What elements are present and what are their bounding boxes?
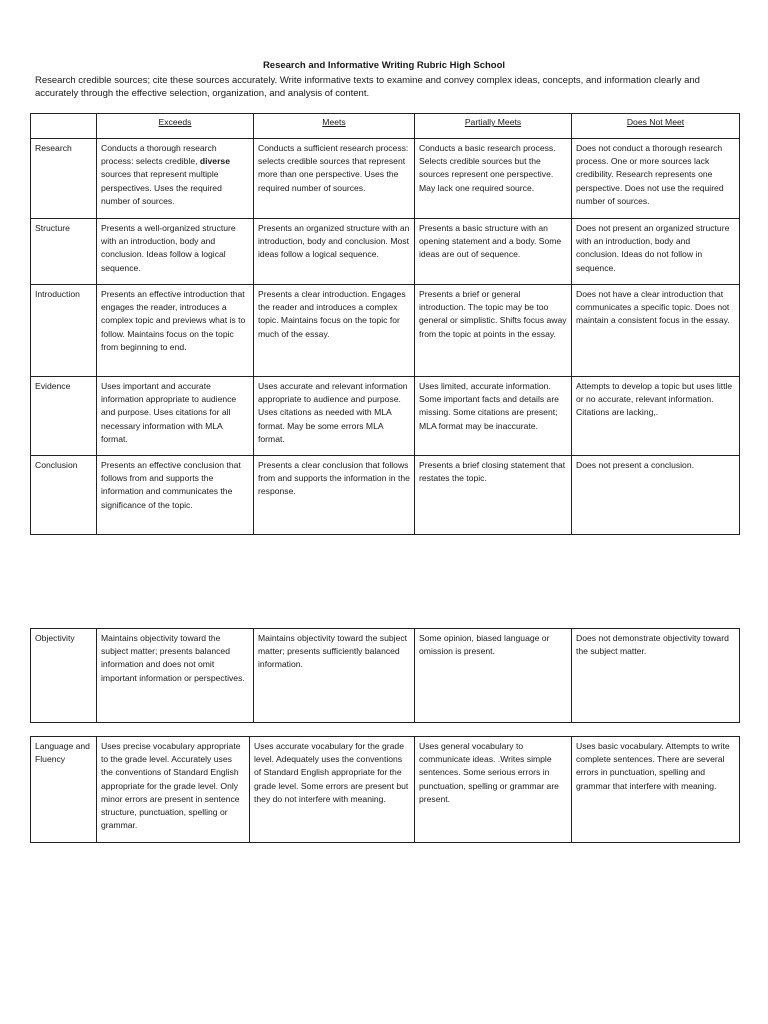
column-header-does-not-meet: Does Not Meet — [572, 114, 740, 139]
rubric-table — [30, 113, 740, 535]
table-row-research — [31, 139, 740, 219]
cell-language-does-not-meet: Uses basic vocabulary. Attempts to write complete sentences. There are several errors in punctuation, spelling and grammar that interfere with meaning. — [572, 737, 740, 843]
cell-research-exceeds — [97, 139, 254, 219]
cell-introduction-partially-meets: Presents a brief or general introduction. The topic may be too general or simplistic. Shifts focus away from the topic at points in the essay. — [415, 285, 572, 377]
cell-objectivity-exceeds: Maintains objectivity toward the subject matter; presents balanced information and does not omit important information or perspectives. — [97, 629, 254, 723]
page-title: Research and Informative Writing Rubric High School — [262, 60, 506, 71]
cell-conclusion-meets: Presents a clear conclusion that follows from and supports the information in the response. — [254, 456, 415, 535]
table-row-conclusion — [31, 456, 740, 535]
column-header-exceeds: Exceeds — [97, 114, 254, 139]
cell-introduction-exceeds: Presents an effective introduction that engages the reader, introduces a complex topic and previews what is to follow. Maintains focus on the topic from beginning to end. — [97, 285, 254, 377]
cell-structure-partially-meets: Presents a basic structure with an opening statement and a body. Some ideas are out of sequence. — [415, 219, 572, 285]
cell-introduction-meets: Presents a clear introduction. Engages the reader and introduces a complex topic. Maintains focus on the topic for much of the essay. — [254, 285, 415, 377]
cell-research-does-not-meet: Does not conduct a thorough research process. One or more sources lack credibility. Research represents one perspective. Does not use the required number of sources. — [572, 139, 740, 219]
row-label-objectivity: Objectivity — [31, 629, 97, 723]
cell-language-meets: Uses accurate vocabulary for the grade level. Adequately uses the conventions of Standard English appropriate for the grade level. Some errors are present but they do not interfere with meaning. — [250, 737, 415, 843]
header-row — [31, 114, 740, 139]
row-label-conclusion: Conclusion — [31, 456, 97, 535]
cell-objectivity-meets: Maintains objectivity toward the subject matter; presents sufficiently balanced information. — [254, 629, 415, 723]
rubric-table-language — [30, 736, 740, 843]
cell-evidence-exceeds: Uses important and accurate information appropriate to audience and purpose. Uses citations for all necessary information with MLA format. — [97, 377, 254, 456]
table-row-objectivity — [31, 629, 740, 723]
table-row-introduction — [31, 285, 740, 377]
row-label-evidence: Evidence — [31, 377, 97, 456]
cell-text: Conducts a thorough research process: selects credible, — [101, 143, 217, 167]
cell-evidence-partially-meets: Uses limited, accurate information. Some important facts and details are missing. Some citations are present; MLA format may be inaccurate. — [415, 377, 572, 456]
row-label-structure: Structure — [31, 219, 97, 285]
cell-evidence-meets: Uses accurate and relevant information appropriate to audience and purpose. Uses citations as needed with MLA format. May be some errors MLA format. — [254, 377, 415, 456]
cell-text-bold: diverse — [199, 156, 230, 167]
cell-structure-does-not-meet: Does not present an organized structure with an introduction, body and conclusion. Ideas do not follow in sequence. — [572, 219, 740, 285]
row-label-research: Research — [31, 139, 97, 219]
column-header-meets: Meets — [254, 114, 415, 139]
row-label-introduction: Introduction — [31, 285, 97, 377]
cell-conclusion-exceeds: Presents an effective conclusion that follows from and supports the information and communicates the significance of the topic. — [97, 456, 254, 535]
row-label-language: Language and Fluency — [31, 737, 97, 843]
cell-research-partially-meets: Conducts a basic research process. Selects credible sources but the sources represent one perspective. May lack one required source. — [415, 139, 572, 219]
column-header-partially-meets: Partially Meets — [415, 114, 572, 139]
cell-conclusion-does-not-meet: Does not present a conclusion. — [572, 456, 740, 535]
cell-language-exceeds: Uses precise vocabulary appropriate to the grade level. Accurately uses the conventions of Standard English appropriate for the grade level. Only minor errors are present in sentence structure, punctuation, spelling or grammar. — [97, 737, 250, 843]
cell-conclusion-partially-meets: Presents a brief closing statement that restates the topic. — [415, 456, 572, 535]
cell-language-partially-meets: Uses general vocabulary to communicate ideas. .Writes simple sentences. Some serious errors in punctuation, spelling or grammar are present. — [415, 737, 572, 843]
cell-introduction-does-not-meet: Does not have a clear introduction that communicates a specific topic. Does not maintain a consistent focus in the essay. — [572, 285, 740, 377]
cell-objectivity-does-not-meet: Does not demonstrate objectivity toward the subject matter. — [572, 629, 740, 723]
table-row-evidence — [31, 377, 740, 456]
table-row-language — [31, 737, 740, 843]
cell-text: sources that represent multiple perspectives. Uses the required number of sources. — [101, 169, 222, 206]
rubric-table-objectivity — [30, 628, 740, 723]
cell-evidence-does-not-meet: Attempts to develop a topic but uses little or no accurate, relevant information. Citations are lacking,. — [572, 377, 740, 456]
corner-cell — [31, 114, 97, 139]
cell-structure-exceeds: Presents a well-organized structure with an introduction, body and conclusion. Ideas follow a logical sequence. — [97, 219, 254, 285]
table-row-structure — [31, 219, 740, 285]
cell-objectivity-partially-meets: Some opinion, biased language or omission is present. — [415, 629, 572, 723]
rubric-description: Research credible sources; cite these sources accurately. Write informative texts to examine and convey complex ideas, concepts, and information clearly and accurately through the effective selection, organization, and analysis of content. — [35, 75, 700, 99]
cell-structure-meets: Presents an organized structure with an introduction, body and conclusion. Most ideas follow a logical sequence. — [254, 219, 415, 285]
cell-research-meets: Conducts a sufficient research process: selects credible sources that represent more than one perspective. Uses the required number of sources. — [254, 139, 415, 219]
